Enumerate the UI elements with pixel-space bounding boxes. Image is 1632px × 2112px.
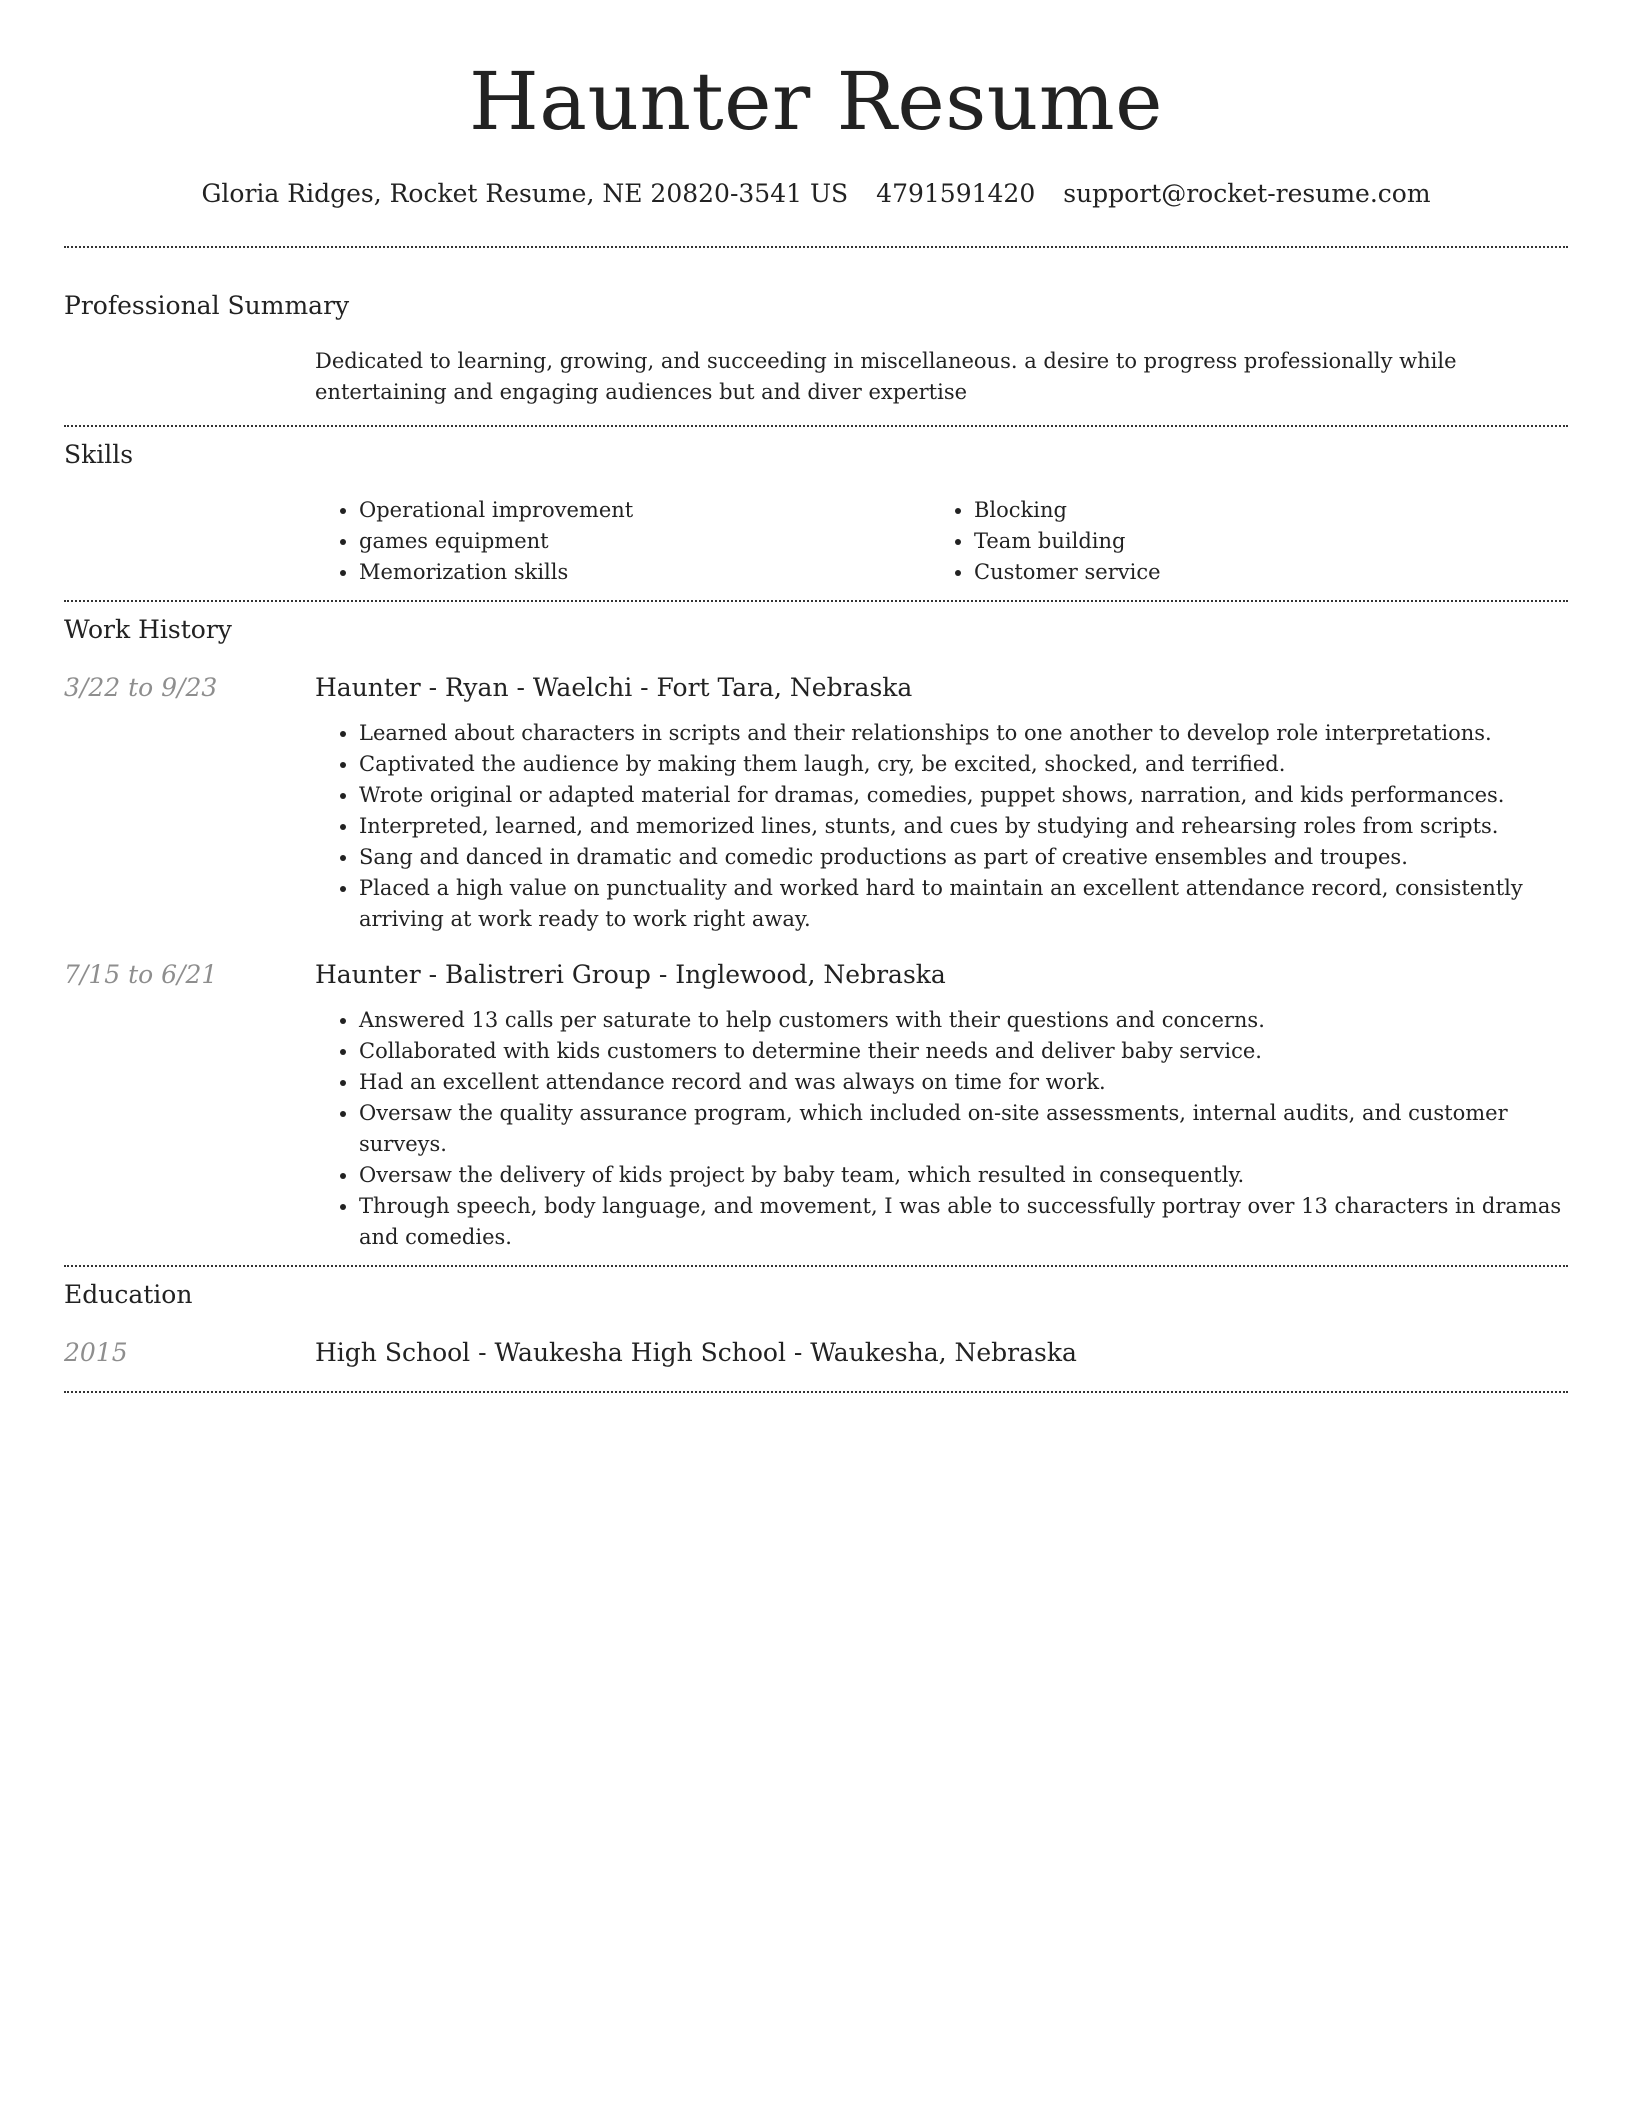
job-heading: Haunter - Balistreri Group - Inglewood, Nebraska	[315, 960, 946, 989]
education-details	[315, 1337, 1568, 1369]
job-bullet: • Oversaw the delivery of kids project by baby team, which resulted in consequently.	[359, 1160, 1568, 1191]
skills-column-left	[315, 495, 930, 588]
job-bullet: • Wrote original or adapted material for dramas, comedies, puppet shows, narration, and kids performances.	[359, 780, 1568, 811]
skill-item: • Team building	[974, 526, 1545, 557]
skill-item: • Memorization skills	[359, 557, 930, 588]
resume-title: Haunter Resume	[468, 55, 1164, 148]
education-heading: Education	[64, 1280, 193, 1309]
divider	[64, 1265, 1568, 1267]
education-year: 2015	[64, 1338, 128, 1367]
divider	[64, 425, 1568, 427]
work-section	[64, 614, 1568, 1253]
work-heading: Work History	[64, 615, 232, 644]
job-bullet: • Oversaw the quality assurance program, which included on-site assessments, internal audits, and customer surveys.	[359, 1098, 1568, 1160]
summary-text: Dedicated to learning, growing, and succeeding in miscellaneous. a desire to progress professionally while entertaining and engaging audiences but and diver expertise	[315, 349, 1457, 404]
contact-address: Gloria Ridges, Rocket Resume, NE 20820-3541 US	[201, 179, 849, 208]
skill-item: • Blocking	[974, 495, 1545, 526]
job-dates: 3/22 to 9/23	[64, 673, 218, 702]
job-bullet: • Answered 13 calls per saturate to help customers with their questions and concerns.	[359, 1005, 1568, 1036]
job-details	[315, 672, 1568, 935]
skills-column-right	[930, 495, 1545, 588]
skill-item: • games equipment	[359, 526, 930, 557]
contact-phone: 4791591420	[876, 179, 1036, 208]
job-bullet: • Placed a high value on punctuality and worked hard to maintain an excellent attendance record, consistently arriving at work ready to work right away.	[359, 873, 1568, 935]
job-bullet: • Sang and danced in dramatic and comedic productions as part of creative ensembles and troupes.	[359, 842, 1568, 873]
job-entry	[64, 959, 1568, 1253]
job-bullets	[315, 1005, 1568, 1253]
job-bullet: • Collaborated with kids customers to determine their needs and deliver baby service.	[359, 1036, 1568, 1067]
education-entry	[64, 1337, 1568, 1369]
job-heading: Haunter - Ryan - Waelchi - Fort Tara, Nebraska	[315, 673, 913, 702]
job-dates: 7/15 to 6/21	[64, 960, 218, 989]
skill-item: • Customer service	[974, 557, 1545, 588]
skill-item: • Operational improvement	[359, 495, 930, 526]
job-bullet: • Learned about characters in scripts and their relationships to one another to develop role interpretations.	[359, 718, 1568, 749]
divider	[64, 246, 1568, 248]
contact-line	[64, 178, 1568, 210]
skills-section	[64, 439, 1568, 588]
job-bullet: • Through speech, body language, and movement, I was able to successfully portray over 13 characters in dramas and comedies.	[359, 1191, 1568, 1253]
education-heading-line: High School - Waukesha High School - Waukesha, Nebraska	[315, 1338, 1077, 1367]
skills-heading: Skills	[64, 440, 134, 469]
job-bullet: • Had an excellent attendance record and was always on time for work.	[359, 1067, 1568, 1098]
job-bullet: • Interpreted, learned, and memorized lines, stunts, and cues by studying and rehearsing roles from scripts.	[359, 811, 1568, 842]
job-bullets	[315, 718, 1568, 935]
summary-heading: Professional Summary	[64, 291, 350, 320]
education-section	[64, 1279, 1568, 1369]
divider	[64, 600, 1568, 602]
divider	[64, 1391, 1568, 1393]
job-bullet: • Captivated the audience by making them laugh, cry, be excited, shocked, and terrified.	[359, 749, 1568, 780]
summary-section	[64, 290, 1568, 408]
contact-email: support@rocket-resume.com	[1063, 179, 1431, 208]
job-details	[315, 959, 1568, 1253]
job-entry	[64, 672, 1568, 935]
skills-list	[315, 495, 1568, 588]
